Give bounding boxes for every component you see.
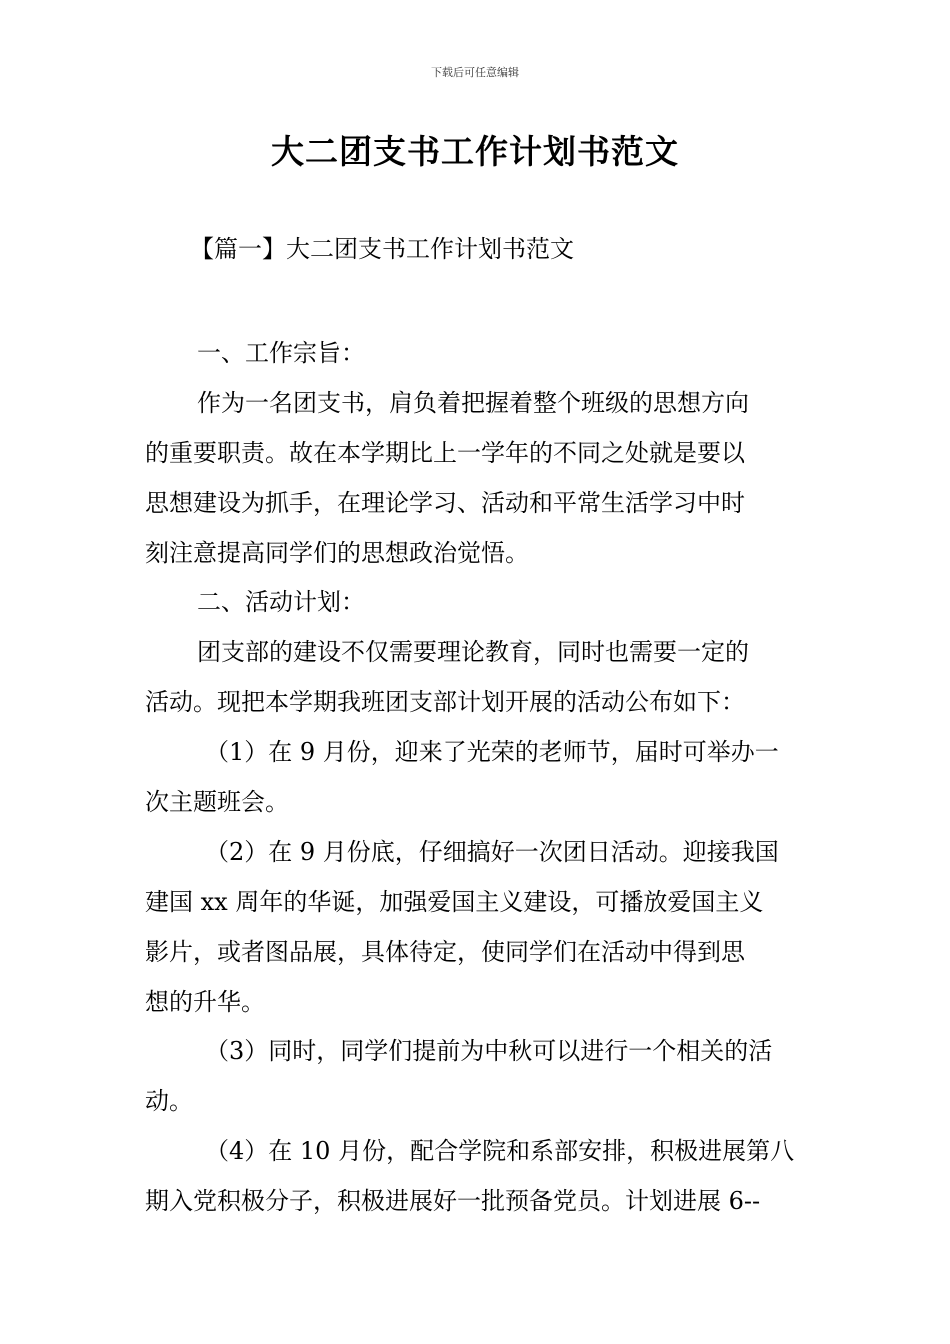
paragraph-line: 思想建设为抓手，在理论学习、活动和平常生活学习中时 xyxy=(145,488,745,517)
document-title: 大二团支书工作计划书范文 xyxy=(271,132,679,171)
paragraph-line: 活动。现把本学期我班团支部计划开展的活动公布如下： xyxy=(145,688,745,717)
paragraph-line: 的重要职责。故在本学期比上一学年的不同之处就是要以 xyxy=(145,438,745,467)
heading-activity-plan: 二、活动计划： xyxy=(197,588,365,617)
paragraph-line: 作为一名团支书，肩负着把握着整个班级的思想方向 xyxy=(197,388,749,417)
list-item-line: 期入党积极分子，积极进展好一批预备党员。计划进展 6-- xyxy=(145,1187,761,1216)
paragraph-line: 团支部的建设不仅需要理论教育，同时也需要一定的 xyxy=(197,638,749,667)
list-item-line: 动。 xyxy=(145,1087,193,1116)
heading-work-purpose: 一、工作宗旨： xyxy=(197,339,365,367)
list-item-line: （2）在 9 月份底，仔细搞好一次团日活动。迎接我国 xyxy=(205,837,779,866)
document-body xyxy=(145,329,807,1227)
list-item-line: 影片，或者图品展，具体待定，使同学们在活动中得到思 xyxy=(145,937,745,966)
list-item-line: （1）在 9 月份，迎来了光荣的老师节，届时可举办一 xyxy=(205,738,779,767)
list-item-line: 建国 xx 周年的华诞，加强爱国主义建设，可播放爱国主义 xyxy=(145,887,764,916)
list-item-line: （3）同时，同学们提前为中秋可以进行一个相关的活 xyxy=(205,1037,773,1066)
list-item-line: （4）在 10 月份，配合学院和系部安排，积极进展第八 xyxy=(205,1137,795,1166)
list-item-line: 次主题班会。 xyxy=(145,788,289,817)
list-item-line: 想的升华。 xyxy=(145,987,265,1016)
section-heading: 【篇一】大二团支书工作计划书范文 xyxy=(190,235,574,263)
header-note: 下载后可任意编辑 xyxy=(431,66,519,79)
paragraph-line: 刻注意提高同学们的思想政治觉悟。 xyxy=(145,538,529,567)
